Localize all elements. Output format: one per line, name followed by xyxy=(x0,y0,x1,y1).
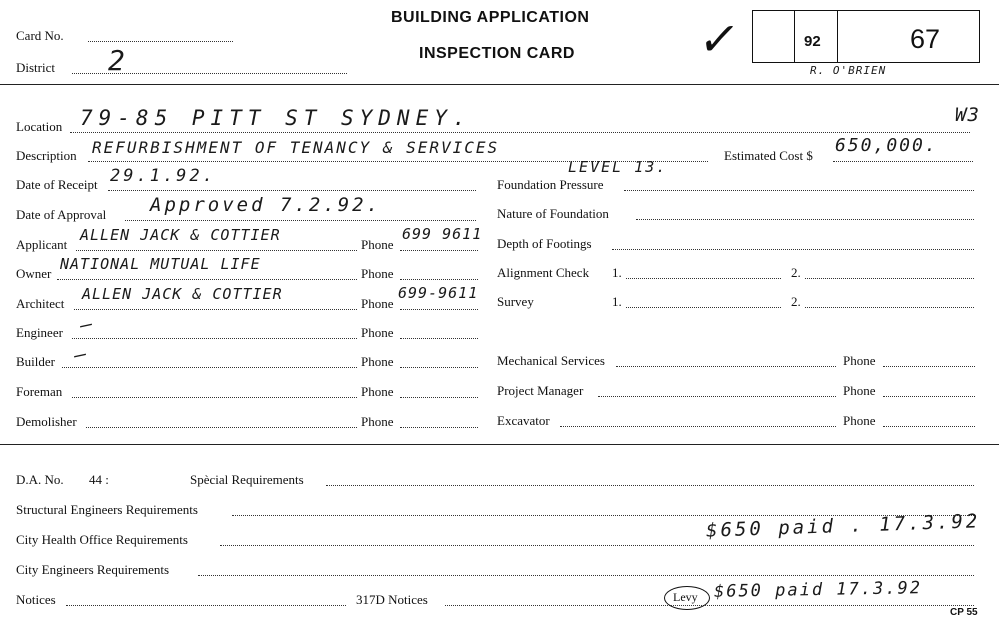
demolisher-phone-label: Phone xyxy=(361,414,394,429)
applicant-phone-line xyxy=(400,250,478,251)
box-divider-1 xyxy=(794,10,795,63)
card-no-label: Card No. xyxy=(16,28,64,43)
alignment-check-label: Alignment Check xyxy=(497,265,590,280)
location-line xyxy=(70,132,970,133)
notices-line xyxy=(66,605,346,606)
excavator-phone-line xyxy=(883,426,975,427)
nature-foundation-label: Nature of Foundation xyxy=(497,206,609,221)
foreman-line xyxy=(72,397,357,398)
alignment-2-line xyxy=(805,278,974,279)
receipt-label: Date of Receipt xyxy=(16,177,98,192)
mechanical-line xyxy=(616,366,836,367)
approval-label: Date of Approval xyxy=(16,207,107,222)
demolisher-phone-line xyxy=(400,427,478,428)
card-number-box xyxy=(752,10,980,63)
excavator-line xyxy=(560,426,836,427)
mechanical-phone-line xyxy=(883,366,975,367)
engineer-line xyxy=(72,338,357,339)
location-value: 79-85 PITT ST SYDNEY. xyxy=(80,106,472,130)
applicant-label: Applicant xyxy=(16,237,68,252)
box-divider-2 xyxy=(837,10,838,63)
demolisher-line xyxy=(86,427,357,428)
owner-label: Owner xyxy=(16,266,52,281)
architect-phone: 699-9611 xyxy=(398,284,479,302)
architect-value: ALLEN JACK & COTTIER xyxy=(82,285,283,303)
health-label: City Health Office Requirements xyxy=(16,532,188,547)
box-number: 67 xyxy=(910,24,941,54)
health-line xyxy=(220,545,974,546)
excavator-label: Excavator xyxy=(497,413,550,428)
project-manager-phone-label: Phone xyxy=(843,383,876,398)
builder-label: Builder xyxy=(16,354,55,369)
inspector-name: R. O'BRIEN xyxy=(810,64,887,77)
builder-line xyxy=(62,367,357,368)
description-value: REFURBISHMENT OF TENANCY & SERVICES xyxy=(92,138,500,157)
demolisher-label: Demolisher xyxy=(16,414,77,429)
estimated-cost-value: 650,000. xyxy=(835,135,938,156)
location-label: Location xyxy=(16,119,63,134)
applicant-value: ALLEN JACK & COTTIER xyxy=(80,226,281,244)
lower-divider xyxy=(0,444,999,445)
survey-2-line xyxy=(805,307,974,308)
survey-1-line xyxy=(626,307,781,308)
levy-value: $650 paid 17.3.92 xyxy=(713,578,923,602)
district-value: 2 xyxy=(108,44,128,77)
health-value: $650 paid . 17.3.92 xyxy=(705,510,981,542)
project-manager-line xyxy=(598,396,836,397)
notices-317d-line xyxy=(445,605,974,606)
foreman-label: Foreman xyxy=(16,384,63,399)
location-ref: W3 xyxy=(955,104,980,126)
owner-phone-line xyxy=(400,279,478,280)
depth-footings-line xyxy=(612,249,974,250)
alignment-2-label: 2. xyxy=(791,265,801,280)
form-title-line1: BUILDING APPLICATION xyxy=(391,9,590,26)
architect-phone-label: Phone xyxy=(361,296,394,311)
mechanical-phone-label: Phone xyxy=(843,353,876,368)
receipt-line xyxy=(108,190,476,191)
estimated-cost-label: Estimated Cost $ xyxy=(724,148,813,163)
approval-value: Approved 7.2.92. xyxy=(150,194,382,216)
approval-line xyxy=(125,220,476,221)
engineer-phone-label: Phone xyxy=(361,325,394,340)
engineer-dash: — xyxy=(77,311,95,337)
form-code: CP 55 xyxy=(950,607,978,618)
depth-footings-label: Depth of Footings xyxy=(497,236,592,251)
special-requirements-label: Spècial Requirements xyxy=(190,472,304,487)
foreman-phone-label: Phone xyxy=(361,384,394,399)
project-manager-phone-line xyxy=(883,396,975,397)
header-divider xyxy=(0,84,999,85)
form-title-line2: INSPECTION CARD xyxy=(419,45,575,62)
box-year: 92 xyxy=(804,33,821,50)
check-mark-icon: ✓ xyxy=(695,12,744,66)
card-no-line xyxy=(88,41,233,42)
applicant-phone-label: Phone xyxy=(361,237,394,252)
da-label: D.A. No. xyxy=(16,472,64,487)
owner-value: NATIONAL MUTUAL LIFE xyxy=(60,255,261,273)
survey-1-label: 1. xyxy=(612,294,622,309)
district-label: District xyxy=(16,60,55,75)
da-value: 44 : xyxy=(89,472,109,487)
applicant-phone: 699 9611 xyxy=(402,225,483,243)
architect-line xyxy=(74,309,357,310)
mechanical-label: Mechanical Services xyxy=(497,353,605,368)
architect-label: Architect xyxy=(16,296,65,311)
builder-phone-line xyxy=(400,367,478,368)
applicant-line xyxy=(76,250,357,251)
foundation-pressure-line xyxy=(624,190,974,191)
alignment-1-label: 1. xyxy=(612,265,622,280)
structural-label: Structural Engineers Requirements xyxy=(16,502,198,517)
levy-label: Levy xyxy=(673,590,698,604)
owner-phone-label: Phone xyxy=(361,266,394,281)
city-engineers-label: City Engineers Requirements xyxy=(16,562,170,577)
engineer-label: Engineer xyxy=(16,325,63,340)
survey-2-label: 2. xyxy=(791,294,801,309)
description-value-2: LEVEL 13. xyxy=(568,158,668,176)
project-manager-label: Project Manager xyxy=(497,383,584,398)
survey-label: Survey xyxy=(497,294,534,309)
builder-phone-label: Phone xyxy=(361,354,394,369)
alignment-1-line xyxy=(626,278,781,279)
description-label: Description xyxy=(16,148,77,163)
builder-dash: — xyxy=(71,341,89,367)
estimated-cost-line xyxy=(833,161,973,162)
excavator-phone-label: Phone xyxy=(843,413,876,428)
city-engineers-line xyxy=(198,575,974,576)
architect-phone-line xyxy=(400,309,478,310)
foreman-phone-line xyxy=(400,397,478,398)
nature-foundation-line xyxy=(636,219,974,220)
owner-line xyxy=(57,279,357,280)
receipt-value: 29.1.92. xyxy=(110,166,216,186)
foundation-pressure-label: Foundation Pressure xyxy=(497,177,604,192)
notices-label: Notices xyxy=(16,592,56,607)
engineer-phone-line xyxy=(400,338,478,339)
notices-317d-label: 317D Notices xyxy=(356,592,428,607)
special-requirements-line xyxy=(326,485,974,486)
